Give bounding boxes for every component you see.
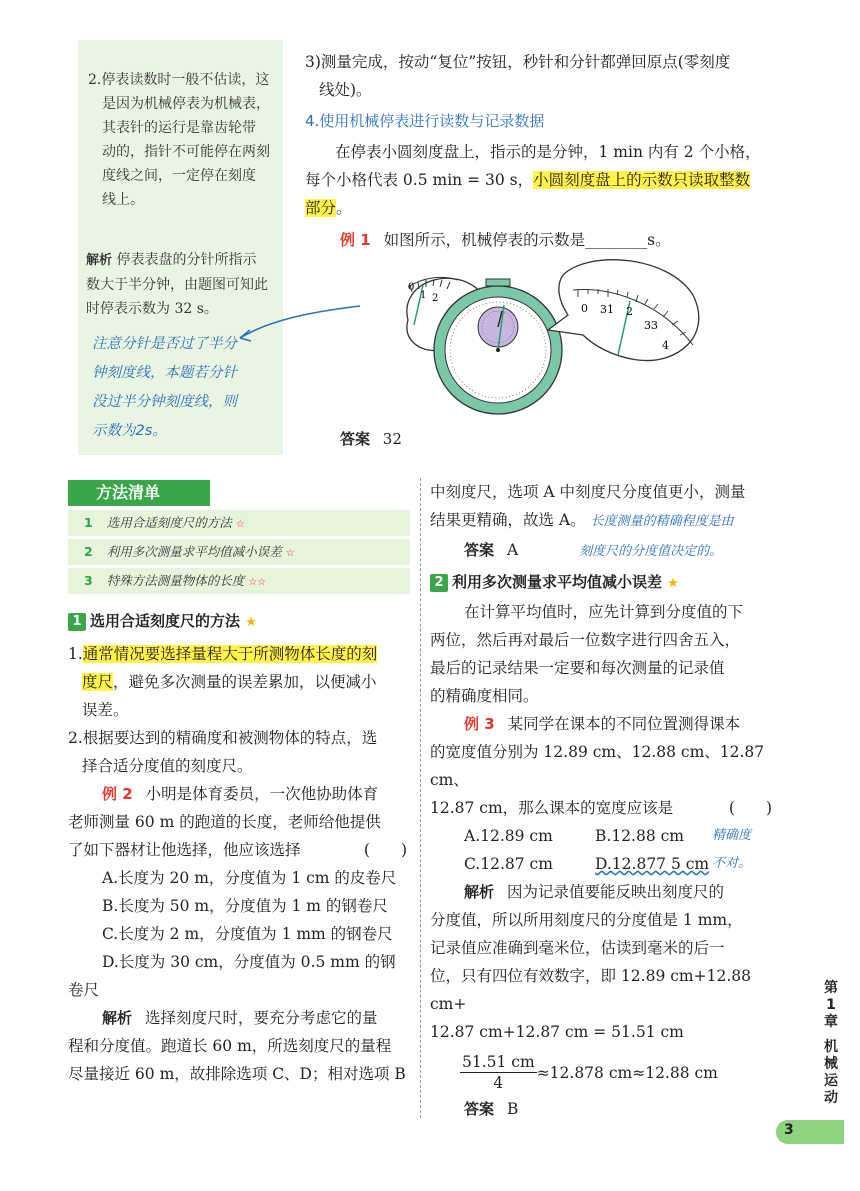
para-line: 在停表小圆刻度盘上，指示的是分钟，1 min 内有 2 个小格， bbox=[335, 143, 761, 161]
analysis-text: 位，只有四位有效数字，即 12.89 cm+12.88 cm+ bbox=[430, 967, 751, 1013]
handwritten-note: 长度测量的精确程度是由 bbox=[590, 514, 734, 529]
para-text: 每个小格代表 0.5 min = 30 s， bbox=[305, 171, 534, 189]
step3-line: 3)测量完成，按动“复位”按钮，秒针和分针都弹回原点(零刻度 bbox=[305, 53, 731, 71]
fraction-numerator: 51.51 cm bbox=[462, 1053, 535, 1071]
method-num: 3 bbox=[84, 573, 93, 588]
answer-label: 答案 bbox=[340, 430, 371, 448]
note-line: 线上。 bbox=[102, 192, 144, 208]
handwritten-note: 刻度尺的分度值决定的。 bbox=[579, 544, 723, 559]
analysis-text: 分度值，所以所用刻度尺的分度值是 1 mm， bbox=[430, 911, 743, 929]
para-text: 误差。 bbox=[82, 701, 129, 719]
example-text: 某同学在课本的不同位置测得课本 bbox=[507, 715, 741, 733]
side-note-panel bbox=[78, 40, 283, 455]
tick-label: 31 bbox=[600, 303, 614, 316]
paragraph-4 bbox=[305, 138, 795, 222]
highlight-text: 小圆刻度盘上的示数只读取整数 bbox=[533, 171, 751, 189]
section-title-text: 利用多次测量求平均值减小误差 bbox=[452, 573, 663, 591]
analysis-text: 尽量接近 60 m，故排除选项 C、D；相对选项 B bbox=[68, 1065, 406, 1083]
para-text: 在计算平均值时，应先计算到分度值的下 bbox=[464, 603, 744, 621]
option-a: A.12.89 cm bbox=[464, 827, 553, 845]
option-b: B.长度为 50 m，分度值为 1 m 的钢卷尺 bbox=[102, 897, 388, 915]
para-text: 择合适分度值的刻度尺。 bbox=[82, 757, 253, 775]
handwritten-note bbox=[92, 330, 237, 446]
star-icon: ★ bbox=[245, 615, 257, 630]
method-list-header: 方法清单 bbox=[68, 480, 210, 506]
example-text: 的宽度值分别为 12.89 cm、12.88 cm、12.87 cm、 bbox=[430, 743, 765, 789]
chapter-char: 动 bbox=[824, 1090, 838, 1106]
column-divider bbox=[420, 478, 421, 1118]
method-text: 选用合适刻度尺的方法 bbox=[106, 515, 232, 530]
tick-label: 1 bbox=[420, 290, 427, 301]
analysis-line: 时停表示数为 32 s。 bbox=[86, 301, 218, 317]
option-a: A.长度为 20 m，分度值为 1 cm 的皮卷尺 bbox=[102, 869, 397, 887]
right-column-body bbox=[430, 478, 790, 1123]
answer-1 bbox=[340, 428, 402, 449]
answer-value: 32 bbox=[382, 430, 402, 448]
example-text: 小明是体育委员，一次他协助体育 bbox=[145, 785, 379, 803]
analysis-label: 解析 bbox=[464, 883, 495, 901]
step3-line: 线处)。 bbox=[319, 81, 372, 99]
highlight-text: 度尺 bbox=[82, 673, 114, 691]
chapter-char: 章 bbox=[824, 1014, 838, 1030]
method-num: 2 bbox=[84, 544, 93, 559]
pointer-arrow-icon bbox=[230, 300, 370, 350]
analysis-label: 解析 bbox=[102, 1009, 133, 1027]
analysis-text: 记录值应准确到毫米位，估读到毫米的后一 bbox=[430, 939, 725, 957]
chapter-char: 机 bbox=[824, 1039, 838, 1055]
analysis-text: 12.87 cm+12.87 cm = 51.51 cm bbox=[430, 1023, 684, 1041]
analysis-text: 程和分度值。跑道长 60 m，所选刻度尺的量程 bbox=[68, 1037, 392, 1055]
analysis-line: 数大于半分钟，由题图可知此 bbox=[86, 277, 268, 293]
chapter-tab bbox=[820, 980, 842, 1107]
chapter-char: 第 bbox=[824, 980, 838, 996]
method-item bbox=[68, 539, 410, 565]
answer-paren: ( ) bbox=[363, 841, 407, 859]
note-line: 2.停表读数时一般不估读，这 bbox=[88, 72, 270, 88]
method-item bbox=[68, 510, 410, 536]
option-d: D.长度为 30 cm，分度值为 0.5 mm 的钢 bbox=[102, 953, 396, 971]
section-number: 1 bbox=[68, 613, 86, 631]
chapter-char: 1 bbox=[826, 997, 836, 1013]
chapter-char: 械 bbox=[824, 1056, 838, 1072]
star-icon: ☆ bbox=[285, 548, 295, 559]
highlight-text: 通常情况要选择量程大于所测物体长度的刻 bbox=[82, 645, 378, 663]
section-number: 2 bbox=[430, 574, 448, 592]
example-1 bbox=[340, 226, 671, 254]
tick-label: 4 bbox=[662, 339, 669, 352]
example-text: 老师测量 60 m 的跑道的长度，老师给他提供 bbox=[68, 813, 381, 831]
section-1-title bbox=[68, 610, 257, 631]
option-c: C.12.87 cm bbox=[464, 855, 553, 873]
para-text: 中刻度尺，选项 A 中刻度尺分度值更小，测量 bbox=[430, 483, 746, 501]
answer-value: A bbox=[506, 541, 519, 559]
option-d: 卷尺 bbox=[68, 981, 100, 999]
section-title-text: 选用合适刻度尺的方法 bbox=[90, 612, 241, 630]
step-3 bbox=[305, 48, 795, 104]
hand-line: 注意分针是否过了半分 bbox=[92, 336, 237, 352]
star-icon: ★ bbox=[667, 576, 679, 591]
analysis-text: 因为记录值要能反映出刻度尺的 bbox=[506, 883, 724, 901]
method-item bbox=[68, 568, 410, 594]
handwritten-note: 不对。 bbox=[712, 856, 752, 871]
star-icon: ☆☆ bbox=[248, 577, 267, 588]
note-line: 动的，指针不可能停在两刻 bbox=[102, 144, 270, 160]
note-line: 是因为机械停表为机械表， bbox=[102, 96, 270, 112]
method-num: 1 bbox=[84, 515, 93, 530]
para-text: 2.根据要达到的精确度和被测物体的特点，选 bbox=[68, 729, 378, 747]
para-text: 的精确度相同。 bbox=[430, 687, 539, 705]
hand-line: 示数为2s。 bbox=[92, 423, 167, 439]
option-d: D.12.877 5 cm bbox=[595, 855, 710, 873]
note-2 bbox=[88, 68, 270, 212]
stopwatch-figure bbox=[368, 255, 703, 415]
equation-result: ≈12.878 cm≈12.88 cm bbox=[536, 1063, 718, 1082]
note-line: 度线之间，一定停在刻度 bbox=[102, 168, 256, 184]
analysis-text: 选择刻度尺时，要充分考虑它的量 bbox=[144, 1009, 378, 1027]
method-list bbox=[68, 480, 410, 596]
answer-label: 答案 bbox=[464, 1100, 495, 1118]
example-label: 例 1 bbox=[340, 231, 371, 249]
page-number: 3 bbox=[784, 1122, 794, 1138]
answer-paren: ( ) bbox=[728, 799, 772, 817]
tick-label: 0 bbox=[581, 302, 588, 315]
para-text: 结果更精确，故选 A。 bbox=[430, 511, 586, 529]
analysis-label: 解析 bbox=[86, 253, 113, 268]
example-label: 例 3 bbox=[464, 715, 495, 733]
para-text: 。 bbox=[336, 199, 352, 217]
example-text: 如图所示，机械停表的示数是________s。 bbox=[383, 231, 671, 249]
method-text: 特殊方法测量物体的长度 bbox=[106, 573, 245, 588]
example-label: 例 2 bbox=[102, 785, 133, 803]
para-text: 两位，然后再对最后一位数字进行四舍五入， bbox=[430, 631, 741, 649]
option-b: B.12.88 cm bbox=[595, 827, 684, 845]
answer-value: B bbox=[506, 1100, 519, 1118]
example-text: 了如下器材让他选择，他应该选择 bbox=[68, 841, 301, 859]
handwritten-note: 精确度 bbox=[712, 828, 752, 843]
tick-label: 2 bbox=[432, 293, 439, 304]
hand-line: 没过半分钟刻度线，则 bbox=[92, 394, 237, 410]
fraction-denominator: 4 bbox=[493, 1074, 504, 1092]
example-text: 12.87 cm，那么课本的宽度应该是 bbox=[430, 799, 674, 817]
method-text: 利用多次测量求平均值减小误差 bbox=[106, 544, 282, 559]
section-4-title: 4.使用机械停表进行读数与记录数据 bbox=[305, 112, 545, 130]
fraction-equation bbox=[430, 1052, 790, 1093]
answer-label: 答案 bbox=[464, 541, 495, 559]
para-text: ，避免多次测量的误差累加，以便减小 bbox=[113, 673, 377, 691]
list-num: 1. bbox=[68, 645, 83, 663]
highlight-text: 部分 bbox=[305, 199, 337, 217]
star-icon: ☆ bbox=[235, 519, 245, 530]
note-line: 其表针的运行是靠齿轮带 bbox=[102, 120, 256, 136]
chapter-char: 运 bbox=[824, 1073, 838, 1089]
tick-label: 0 bbox=[408, 282, 415, 293]
hand-line: 钟刻度线，本题若分针 bbox=[92, 365, 237, 381]
para-text: 最后的记录结果一定要和每次测量的记录值 bbox=[430, 659, 725, 677]
tick-label: 2 bbox=[626, 305, 633, 318]
analysis-line: 停表表盘的分针所指示 bbox=[116, 252, 257, 268]
option-c: C.长度为 2 m，分度值为 1 mm 的钢卷尺 bbox=[102, 925, 393, 943]
section-1-body bbox=[68, 640, 413, 1088]
tick-label: 33 bbox=[644, 319, 658, 332]
